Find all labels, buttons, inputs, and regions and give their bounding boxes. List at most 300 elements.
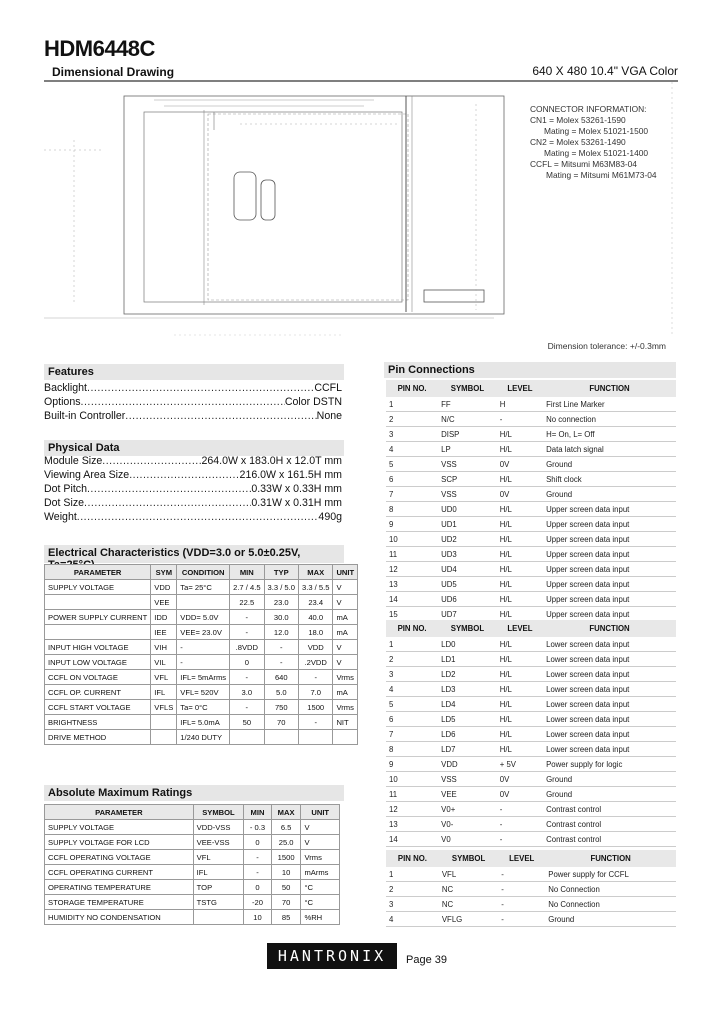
table-row (45, 595, 358, 610)
pin-table-ccfl (386, 850, 676, 927)
table-cell (151, 730, 177, 745)
table-cell: - (230, 700, 264, 715)
table-cell: LD3 (438, 682, 497, 697)
table-row (45, 850, 340, 865)
table-cell: 640 (264, 670, 298, 685)
table-cell: CCFL OP. CURRENT (45, 685, 151, 700)
table-cell: 6 (386, 472, 438, 487)
section-subtitle: Dimensional Drawing (52, 65, 175, 79)
physical-label: Viewing Area Size (44, 469, 130, 481)
table-cell: VSS (438, 457, 497, 472)
table-cell: 0 (244, 835, 272, 850)
table-cell: - (498, 882, 545, 897)
table-row (45, 865, 340, 880)
column-header: MAX (271, 805, 301, 820)
column-header: MAX (299, 565, 333, 580)
feature-label: Options (44, 396, 81, 408)
column-header: UNIT (301, 805, 340, 820)
table-row (386, 667, 676, 682)
table-cell: V (333, 655, 358, 670)
table-row (386, 652, 676, 667)
table-cell: UD0 (438, 502, 497, 517)
table-cell: 3.3 / 5.0 (264, 580, 298, 595)
table-cell: Contrast control (543, 802, 676, 817)
table-cell: H/L (497, 727, 543, 742)
table-cell (45, 595, 151, 610)
table-cell: Shift clock (543, 472, 676, 487)
table-row (45, 655, 358, 670)
table-cell: Contrast control (543, 832, 676, 847)
table-cell: 10 (386, 532, 438, 547)
feature-label: Backlight (44, 382, 87, 394)
table-row (45, 820, 340, 835)
table-row (386, 457, 676, 472)
table-cell: 13 (386, 577, 438, 592)
table-cell: Upper screen data input (543, 592, 676, 607)
feature-row (44, 410, 342, 422)
table-cell: INPUT HIGH VOLTAGE (45, 640, 151, 655)
table-cell: UD7 (438, 607, 497, 622)
table-row (386, 442, 676, 457)
table-cell: SCP (438, 472, 497, 487)
table-cell: 2 (386, 882, 439, 897)
table-cell: CCFL OPERATING VOLTAGE (45, 850, 194, 865)
absolute-ratings-heading: Absolute Maximum Ratings (44, 785, 344, 801)
table-cell: Ground (543, 457, 676, 472)
column-header: LEVEL (498, 850, 545, 867)
column-header: LEVEL (497, 380, 543, 397)
table-cell: Lower screen data input (543, 697, 676, 712)
table-cell: mArms (301, 865, 340, 880)
physical-value: 0.31W x 0.31H mm (251, 497, 342, 509)
table-cell: Vrms (333, 700, 358, 715)
table-row (45, 580, 358, 595)
table-cell: 1/240 DUTY (177, 730, 230, 745)
table-cell: 12.0 (264, 625, 298, 640)
table-row (386, 562, 676, 577)
table-cell: 3.3 / 5.5 (299, 580, 333, 595)
table-cell: Ta= 0°C (177, 700, 230, 715)
table-cell: - (299, 670, 333, 685)
table-cell: 1500 (271, 850, 301, 865)
table-cell: - (264, 640, 298, 655)
table-cell: 2 (386, 412, 438, 427)
table-cell: LD4 (438, 697, 497, 712)
table-cell: mA (333, 625, 358, 640)
column-header: PARAMETER (45, 565, 151, 580)
table-cell: - (497, 802, 543, 817)
table-cell: - (244, 850, 272, 865)
table-cell: V (301, 835, 340, 850)
table-cell: Lower screen data input (543, 712, 676, 727)
table-row (45, 610, 358, 625)
table-cell: H/L (497, 652, 543, 667)
table-cell: mA (333, 610, 358, 625)
physical-value: 264.0W x 183.0H x 12.0T mm (201, 455, 342, 467)
table-cell: 7 (386, 487, 438, 502)
connector-line: Mating = Molex 51021-1500 (544, 126, 649, 136)
table-cell: SUPPLY VOLTAGE (45, 580, 151, 595)
table-cell: V (301, 820, 340, 835)
table-cell: Upper screen data input (543, 562, 676, 577)
table-cell: Lower screen data input (543, 637, 676, 652)
table-row (45, 910, 340, 925)
table-cell: 25.0 (271, 835, 301, 850)
table-cell: 10 (244, 910, 272, 925)
table-cell: VDD (299, 640, 333, 655)
table-row (386, 712, 676, 727)
table-cell: Upper screen data input (543, 517, 676, 532)
table-row (386, 532, 676, 547)
table-cell: UD3 (438, 547, 497, 562)
pin-connections-heading: Pin Connections (384, 362, 676, 378)
table-cell: N/C (438, 412, 497, 427)
column-header: PARAMETER (45, 805, 194, 820)
physical-label: Weight (44, 511, 77, 523)
table-cell: - (230, 670, 264, 685)
table-cell: 8 (386, 742, 438, 757)
table-row (386, 472, 676, 487)
table-cell: 9 (386, 517, 438, 532)
table-cell: H/L (497, 667, 543, 682)
table-cell: NIT (333, 715, 358, 730)
table-cell: No connection (543, 412, 676, 427)
table-cell: CCFL ON VOLTAGE (45, 670, 151, 685)
table-row (386, 802, 676, 817)
table-cell: Ta= 25°C (177, 580, 230, 595)
table-cell: - (497, 832, 543, 847)
table-cell: Upper screen data input (543, 607, 676, 622)
table-cell: 1 (386, 397, 438, 412)
table-cell: TSTG (193, 895, 244, 910)
table-cell: 1 (386, 867, 439, 882)
table-cell: 7.0 (299, 685, 333, 700)
connector-line: CN2 = Molex 53261-1490 (530, 137, 626, 147)
table-cell: INPUT LOW VOLTAGE (45, 655, 151, 670)
table-cell: Lower screen data input (543, 727, 676, 742)
table-row (45, 625, 358, 640)
table-cell: Ground (543, 487, 676, 502)
table-row (45, 685, 358, 700)
table-cell: 10 (386, 772, 438, 787)
table-cell: LP (438, 442, 497, 457)
table-cell: 5 (386, 457, 438, 472)
table-cell (45, 625, 151, 640)
table-row (386, 697, 676, 712)
table-cell: POWER SUPPLY CURRENT (45, 610, 151, 625)
model-description: 640 X 480 10.4" VGA Color (532, 64, 678, 78)
table-cell: VIH (151, 640, 177, 655)
table-row (386, 502, 676, 517)
table-cell: H/L (497, 517, 543, 532)
table-cell: 13 (386, 817, 438, 832)
table-row (45, 640, 358, 655)
table-row (386, 897, 676, 912)
table-cell (177, 595, 230, 610)
table-cell: DISP (438, 427, 497, 442)
table-cell: CCFL START VOLTAGE (45, 700, 151, 715)
table-cell: 0V (497, 772, 543, 787)
table-cell: IFL (151, 685, 177, 700)
table-cell: V0 (438, 832, 497, 847)
table-cell: Vrms (301, 850, 340, 865)
table-cell: 11 (386, 547, 438, 562)
feature-value: None (316, 410, 342, 422)
table-cell: 10 (271, 865, 301, 880)
table-cell: Power supply for CCFL (545, 867, 676, 882)
column-header: CONDITION (177, 565, 230, 580)
table-cell: Upper screen data input (543, 532, 676, 547)
table-cell: Upper screen data input (543, 502, 676, 517)
table-cell: + 5V (497, 757, 543, 772)
table-cell: VFL (193, 850, 244, 865)
table-cell: V (333, 640, 358, 655)
table-row (386, 427, 676, 442)
table-cell: 40.0 (299, 610, 333, 625)
table-cell: SUPPLY VOLTAGE FOR LCD (45, 835, 194, 850)
table-cell: Ground (545, 912, 676, 927)
table-cell: Ground (543, 772, 676, 787)
table-cell: - (498, 897, 545, 912)
table-cell: Ground (543, 787, 676, 802)
table-cell: VIL (151, 655, 177, 670)
table-cell: - (498, 867, 545, 882)
table-cell: - (264, 655, 298, 670)
table-cell: VEE-VSS (193, 835, 244, 850)
table-cell: STORAGE TEMPERATURE (45, 895, 194, 910)
physical-label: Module Size (44, 455, 103, 467)
column-header: PIN NO. (386, 850, 439, 867)
table-cell: IFL= 5mArms (177, 670, 230, 685)
table-cell: HUMIDITY NO CONDENSATION (45, 910, 194, 925)
physical-row (44, 483, 342, 495)
table-cell: 15 (386, 607, 438, 622)
table-cell: 0 (230, 655, 264, 670)
table-cell: VFL (439, 867, 498, 882)
table-cell: - (230, 610, 264, 625)
table-row (386, 832, 676, 847)
table-cell: 3 (386, 897, 439, 912)
table-row (386, 547, 676, 562)
table-cell: NC (439, 882, 498, 897)
feature-row (44, 396, 342, 408)
table-cell: H/L (497, 502, 543, 517)
table-cell: V (333, 595, 358, 610)
table-cell: VEE= 23.0V (177, 625, 230, 640)
table-cell: 18.0 (299, 625, 333, 640)
table-cell: UD6 (438, 592, 497, 607)
table-cell: LD0 (438, 637, 497, 652)
table-cell: Upper screen data input (543, 547, 676, 562)
column-header: PIN NO. (386, 380, 438, 397)
table-cell: 11 (386, 787, 438, 802)
table-cell: VDD= 5.0V (177, 610, 230, 625)
table-cell: FF (438, 397, 497, 412)
table-cell: 2 (386, 652, 438, 667)
table-cell: - (497, 412, 543, 427)
table-cell: 22.5 (230, 595, 264, 610)
table-cell: - (497, 817, 543, 832)
table-cell: 2.7 / 4.5 (230, 580, 264, 595)
page-number: Page 39 (406, 954, 447, 966)
table-cell: Lower screen data input (543, 682, 676, 697)
table-cell: 1 (386, 637, 438, 652)
table-row (45, 730, 358, 745)
table-cell: 50 (230, 715, 264, 730)
table-row (386, 517, 676, 532)
table-cell: VFL (151, 670, 177, 685)
table-cell: 0V (497, 787, 543, 802)
table-cell: 8 (386, 502, 438, 517)
table-cell: V (333, 580, 358, 595)
table-cell: 750 (264, 700, 298, 715)
table-row (386, 757, 676, 772)
column-header: UNIT (333, 565, 358, 580)
table-cell: 0 (244, 880, 272, 895)
table-row (45, 670, 358, 685)
table-row (386, 412, 676, 427)
feature-value: CCFL (314, 382, 342, 394)
table-cell: H/L (497, 592, 543, 607)
table-cell: NC (439, 897, 498, 912)
table-cell: VFLG (439, 912, 498, 927)
table-cell: - (498, 912, 545, 927)
table-row (45, 700, 358, 715)
table-cell: Lower screen data input (543, 652, 676, 667)
table-cell: CCFL OPERATING CURRENT (45, 865, 194, 880)
physical-row (44, 511, 342, 523)
table-cell: H/L (497, 532, 543, 547)
table-cell (299, 730, 333, 745)
table-cell: 23.4 (299, 595, 333, 610)
table-cell: Power supply for logic (543, 757, 676, 772)
feature-value: Color DSTN (284, 396, 342, 408)
column-header: MIN (244, 805, 272, 820)
table-cell: H/L (497, 607, 543, 622)
table-row (45, 880, 340, 895)
table-cell: VFL= 520V (177, 685, 230, 700)
table-cell: 14 (386, 592, 438, 607)
table-cell: SUPPLY VOLTAGE (45, 820, 194, 835)
physical-label: Dot Size (44, 497, 85, 509)
table-row (386, 742, 676, 757)
table-cell: 14 (386, 832, 438, 847)
column-header: FUNCTION (543, 620, 676, 637)
table-cell: - 0.3 (244, 820, 272, 835)
physical-row (44, 455, 342, 467)
table-cell: LD1 (438, 652, 497, 667)
connector-heading: CONNECTOR INFORMATION: (530, 104, 647, 114)
table-cell: LD7 (438, 742, 497, 757)
electrical-heading: Electrical Characteristics (VDD=3.0 or 5.0±0.25V, (44, 545, 344, 563)
table-cell: mA (333, 685, 358, 700)
column-header: FUNCTION (545, 850, 676, 867)
column-header: FUNCTION (543, 380, 676, 397)
physical-row (44, 497, 342, 509)
table-cell: H/L (497, 562, 543, 577)
table-cell: Lower screen data input (543, 667, 676, 682)
table-cell: BRIGHTNESS (45, 715, 151, 730)
table-row (386, 912, 676, 927)
table-cell: H/L (497, 577, 543, 592)
table-cell: IFL= 5.0mA (177, 715, 230, 730)
table-row (386, 882, 676, 897)
table-cell (264, 730, 298, 745)
table-cell: H/L (497, 547, 543, 562)
table-cell: H= On, L= Off (543, 427, 676, 442)
table-row (386, 637, 676, 652)
table-row (386, 817, 676, 832)
feature-label: Built-in Controller (44, 410, 126, 422)
table-cell: DRIVE METHOD (45, 730, 151, 745)
table-cell: V0- (438, 817, 497, 832)
table-row (386, 787, 676, 802)
table-cell: - (177, 655, 230, 670)
absolute-ratings-table (44, 804, 340, 925)
table-cell: °C (301, 880, 340, 895)
table-cell: 30.0 (264, 610, 298, 625)
column-header: SYMBOL (439, 850, 498, 867)
table-cell: LD5 (438, 712, 497, 727)
connector-line: CN1 = Molex 53261-1590 (530, 115, 626, 125)
table-cell: Vrms (333, 670, 358, 685)
table-cell: First Line Marker (543, 397, 676, 412)
table-cell: OPERATING TEMPERATURE (45, 880, 194, 895)
table-cell: H/L (497, 697, 543, 712)
features-heading: Features (44, 364, 344, 380)
table-cell (193, 910, 244, 925)
table-cell: 4 (386, 682, 438, 697)
table-row (45, 895, 340, 910)
table-cell: .2VDD (299, 655, 333, 670)
table-cell: 0V (497, 487, 543, 502)
table-cell: H/L (497, 427, 543, 442)
table-cell: TOP (193, 880, 244, 895)
table-cell: H/L (497, 742, 543, 757)
table-cell: H/L (497, 472, 543, 487)
table-cell: 0V (497, 457, 543, 472)
table-row (386, 577, 676, 592)
column-header: PIN NO. (386, 620, 438, 637)
physical-value: 216.0W x 161.5H mm (239, 469, 342, 481)
table-row (386, 397, 676, 412)
table-row (386, 592, 676, 607)
table-row (45, 715, 358, 730)
table-cell: 1500 (299, 700, 333, 715)
table-cell: H/L (497, 682, 543, 697)
connector-information (530, 104, 657, 181)
table-cell: -20 (244, 895, 272, 910)
column-header: SYMBOL (438, 380, 497, 397)
table-cell: - (244, 865, 272, 880)
table-row (386, 727, 676, 742)
table-cell: 23.0 (264, 595, 298, 610)
table-cell: 3 (386, 427, 438, 442)
table-cell: 9 (386, 757, 438, 772)
table-cell: 3.0 (230, 685, 264, 700)
pin-table-cn2 (386, 620, 676, 847)
table-cell: H/L (497, 712, 543, 727)
table-cell: 50 (271, 880, 301, 895)
table-cell: LD2 (438, 667, 497, 682)
pin-table-cn1 (386, 380, 676, 622)
table-cell (333, 730, 358, 745)
table-row (45, 835, 340, 850)
electrical-table (44, 564, 358, 745)
hantronix-logo: HANTRONIX (267, 943, 397, 969)
table-cell: 6.5 (271, 820, 301, 835)
physical-value: 0.33W x 0.33H mm (251, 483, 342, 495)
